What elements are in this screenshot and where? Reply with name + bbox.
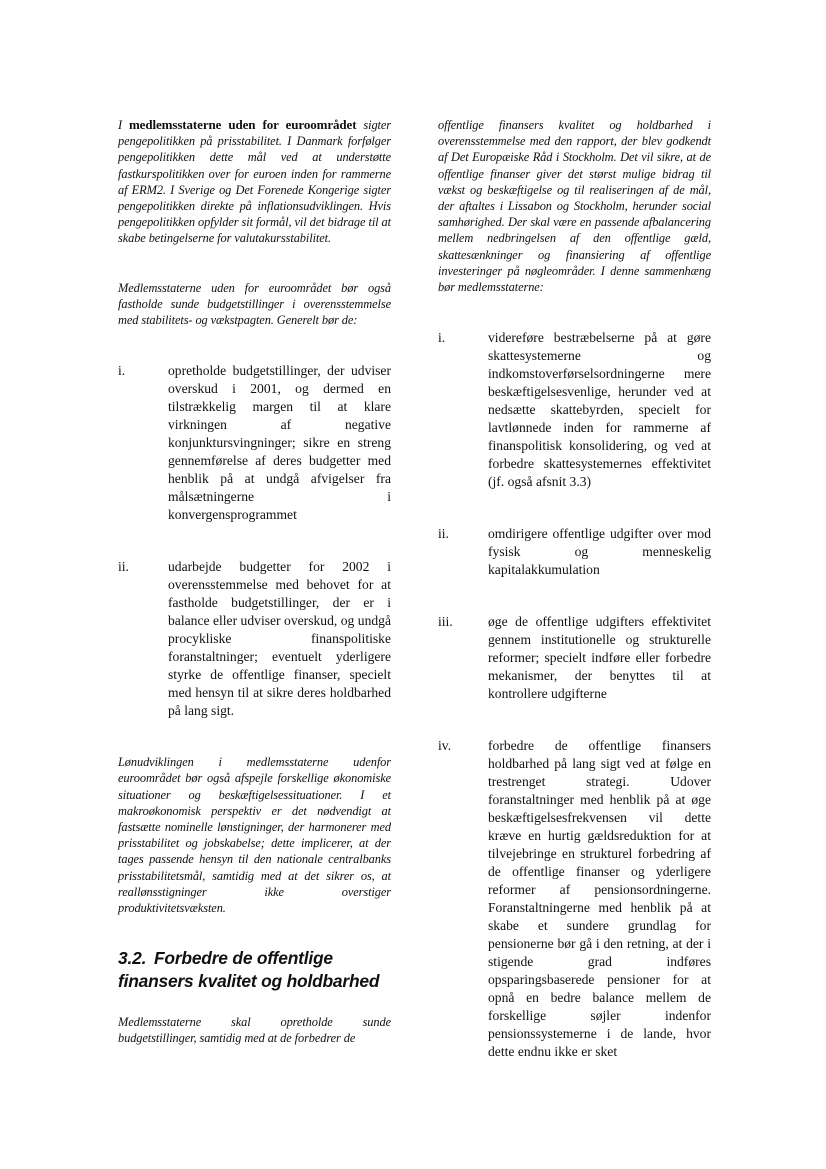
paragraph-monetary-policy	[118, 117, 391, 247]
list-number: i.	[118, 363, 126, 379]
list-text: omdirigere offentlige udgifter over mod fysisk og menneskelig kapitalakkumulation	[488, 526, 711, 578]
list-text: forbedre de offentlige finansers holdbarhed på lang sigt ved at følge en trestrenget strategi. Udover foranstaltninger med henblik på at øge beskæftigelsesfrekvensen vil dette kræve en hurtig gældsreduktion for at tilvejebringe en strukturel forbedring af de offentlige finanser og yderligere reformer af pensionsordningerne. Foranstaltningerne med henblik på at skabe et sundere grundlag for pensionerne bør gå i den retning, at der i stigende grad indføres opsparingsbaserede pensioner for at opnå en bedre balance mellem de forskellige søjler indenfor pensionssystemerne i de lande, hvor dette endnu ikke er sket	[488, 738, 711, 1060]
list-item	[438, 329, 711, 491]
list-item	[438, 525, 711, 579]
paragraph-public-finances: offentlige finansers kvalitet og holdbarhed i overensstemmelse med den rapport, der blev godkendt af Det Europæiske Råd i Stockholm. Det vil sikre, at de offentlige finanser giver det størst mulige bidrag til vækst og beskæftigelse og til realiseringen af de mål, der aftaltes i Lissabon og Stockholm, herunder social samhørighed. Der skal være en passende afbalancering mellem nedbringelsen af den offentlige gæld, skattesænkninger og finansiering af offentlige investeringer på nøgleområder. I denne sammenhæng bør medlemsstaterne:	[438, 118, 711, 295]
list-item	[118, 362, 391, 524]
list-text: øge de offentlige udgifters effektivitet gennem institutionelle og strukturelle reformer; specielt indføre eller forbedre mekanismer, der benyttes til at kontrollere udgifterne	[488, 614, 711, 702]
list-item	[438, 737, 711, 1061]
bold-phrase: medlemsstaterne uden for euroområdet	[128, 117, 357, 132]
paragraph-lead: I	[118, 118, 129, 132]
list-item	[438, 613, 711, 703]
list-text: videreføre bestræbelserne på at gøre skattesystemerne og indkomstoverførselsordningerne mere beskæftigelsesvenlige, herunder ved at nedsætte skattebyrden, specielt for lavtlønnede inden for rammerne af finanspolitisk konsolidering, og ved at forbedre skattesystemernes effektivitet (jf. også afsnit 3.3)	[488, 330, 711, 490]
right-column	[438, 117, 711, 1061]
list-number: iv.	[438, 738, 452, 754]
heading-number: 3.2.	[118, 948, 147, 969]
left-column	[118, 117, 391, 1047]
list-number: ii.	[438, 526, 449, 542]
list-text: udarbejde budgetter for 2002 i overensstemmelse med behovet for at fastholde budgetstillinger, der er i balance eller udviser overskud, og undgå procykliske finanspolitiske foranstaltninger; eventuelt yderligere styrke de offentlige finanser, specielt med hensyn til at sikre deres holdbarhed på lang sigt.	[168, 559, 391, 719]
paragraph-wages: Lønudviklingen i medlemsstaterne udenfor euroområdet bør også afspejle forskellige økonomiske situationer og beskæftigelsessituationer. I et makroøkonomisk perspektiv er det nødvendigt at fastsætte nominelle lønstigninger, der harmonerer med prisstabilitet og jobskabelse; dette implicerer, at der tages passende hensyn til den nationale centralbanks prisstabilitetsmål, samtidig med at det sikrer os, at reallønsstigninger ikke overstiger produktivitetsvæksten.	[118, 755, 391, 916]
list-number: ii.	[118, 559, 129, 575]
list-number: i.	[438, 330, 446, 346]
right-list	[438, 329, 711, 1061]
section-heading	[118, 947, 391, 993]
left-list	[118, 362, 391, 720]
paragraph-quality: Medlemsstaterne skal opretholde sunde budgetstillinger, samtidig med at de forbedrer de	[118, 1015, 391, 1046]
paragraph-budget-intro: Medlemsstaterne uden for euroområdet bør også fastholde sunde budgetstillinger i overensstemmelse med stabilitets- og vækstpagten. Generelt bør de:	[118, 280, 391, 328]
heading-text: Forbedre de offentlige finansers kvalitet og holdbarhed	[118, 948, 380, 992]
list-number: iii.	[438, 614, 453, 630]
paragraph-rest: sigter pengepolitikken på prisstabilitet. I Danmark forfølger pengepolitikken dette mål ved at understøtte fastkurspolitikken over for euroen inden for rammerne af ERM2. I Sverige og Det Forenede Kongerige sigter pengepolitikken direkte på inflationsudviklingen. Hvis pengepolitikken opfylder sit formål, vil det bidrage til at skabe betingelserne for valutakursstabilitet.	[118, 118, 391, 246]
list-item	[118, 558, 391, 720]
list-text: opretholde budgetstillinger, der udviser overskud i 2001, og dermed en tilstrækkelig margen til at klare virkningen af negative konjunktursvingninger; sikre en streng gennemførelse af deres budgetter med henblik på at undgå afvigelser fra målsætningerne i konvergensprogrammet	[168, 363, 391, 523]
